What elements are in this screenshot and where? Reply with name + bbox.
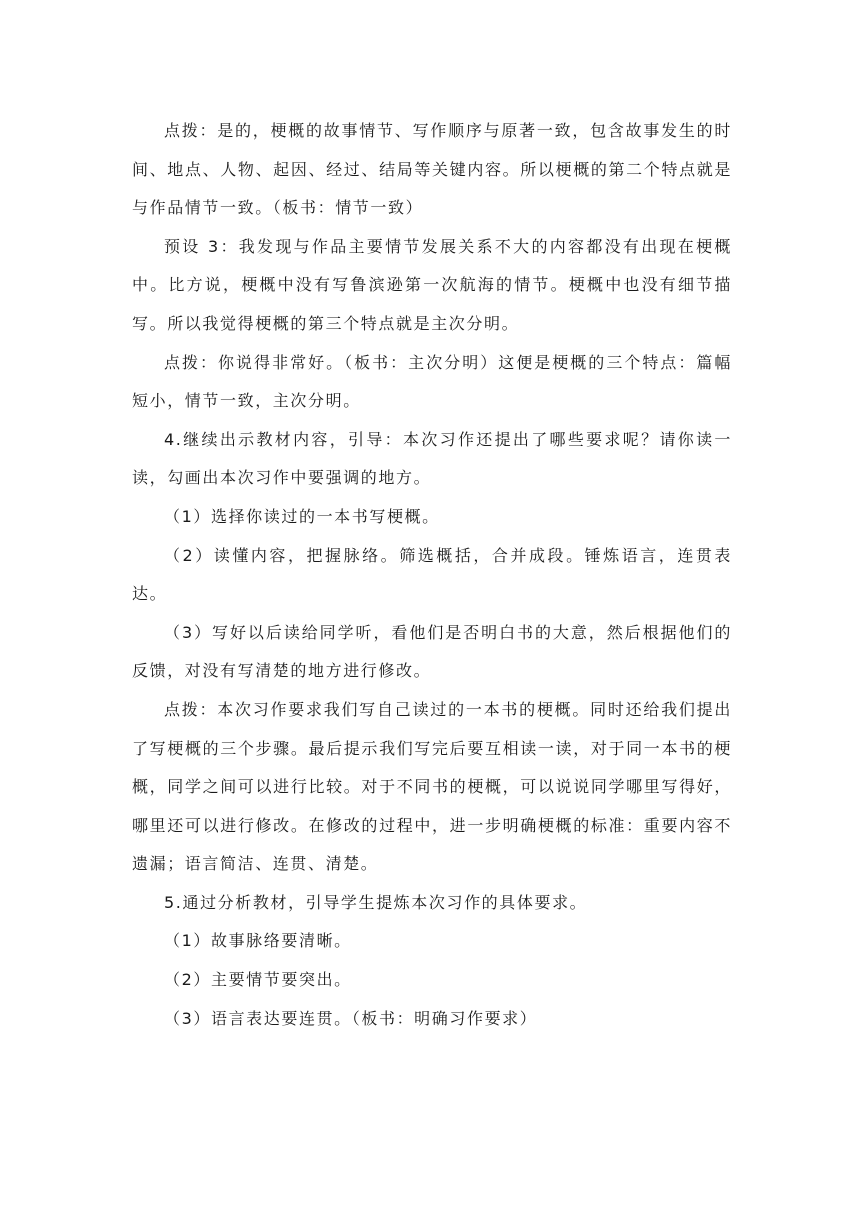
list-item-requirement-3: （3）写好以后读给同学听，看他们是否明白书的大意，然后根据他们的反馈，对没有写清楚的地方进行修改。 [132,622,732,681]
paragraph-hint-writing-steps: 点拨：本次习作要求我们写自己读过的一本书的梗概。同时还给我们提出了写梗概的三个步骤。最后提示我们写完后要互相读一读，对于同一本书的梗概，同学之间可以进行比较。对于不同书的梗概，可以说说同学哪里写得好，哪里还可以进行修改。在修改的过程中，进一步明确梗概的标准：重要内容不遗漏；语言简洁、连贯、清楚。 [132,699,732,874]
document-page [132,112,732,1038]
list-item-specific-2: （2）主要情节要突出。 [164,970,352,990]
list-item-specific-3: （3）语言表达要连贯。（板书：明确习作要求） [164,1008,538,1028]
paragraph-step-5: 5.通过分析教材，引导学生提炼本次习作的具体要求。 [164,892,588,912]
paragraph-step-4: 4.继续出示教材内容，引导：本次习作还提出了哪些要求呢？请你读一读，勾画出本次习作中要强调的地方。 [132,429,732,488]
list-item-specific-1: （1）故事脉络要清晰。 [164,931,352,951]
list-item-requirement-2: （2）读懂内容，把握脉络。筛选概括，合并成段。锤炼语言，连贯表达。 [132,545,732,604]
paragraph-hint-three-features: 点拨：你说得非常好。（板书：主次分明）这便是梗概的三个特点：篇幅短小，情节一致，主次分明。 [132,352,732,411]
list-item-requirement-1: （1）选择你读过的一本书写梗概。 [164,506,440,526]
paragraph-hint-plot-consistent: 点拨：是的，梗概的故事情节、写作顺序与原著一致，包含故事发生的时间、地点、人物、起因、经过、结局等关键内容。所以梗概的第二个特点就是与作品情节一致。（板书：情节一致） [132,121,732,218]
paragraph-preset-3: 预设 3：我发现与作品主要情节发展关系不大的内容都没有出现在梗概中。比方说，梗概中没有写鲁滨逊第一次航海的情节。梗概中也没有细节描写。所以我觉得梗概的第三个特点就是主次分明。 [132,236,732,333]
